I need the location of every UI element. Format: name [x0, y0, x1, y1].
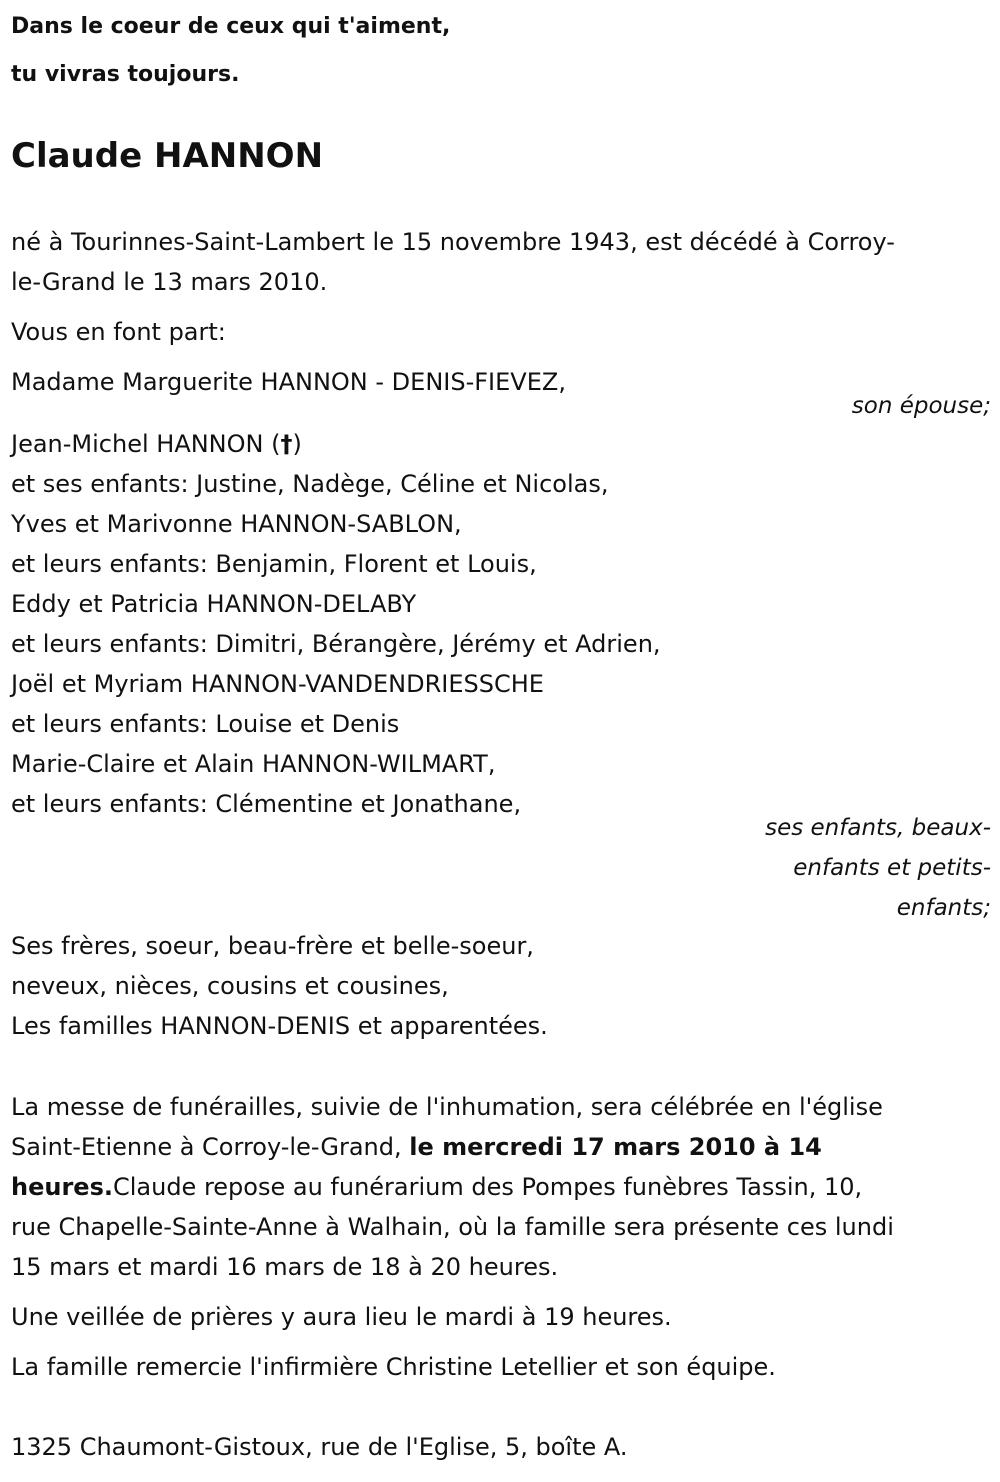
funeral-line-1: La messe de funérailles, suivie de l'inhumation, sera célébrée en l'église [11, 1093, 883, 1121]
family-line: Ses frères, soeur, beau-frère et belle-soeur, [11, 932, 534, 960]
funeral-date-bold: le mercredi 17 mars 2010 à 14 [409, 1133, 822, 1161]
vigil-text: Une veillée de prières y aura lieu le mardi à 19 heures. [11, 1303, 672, 1331]
address-text: 1325 Chaumont-Gistoux, rue de l'Eglise, 5, boîte A. [11, 1433, 628, 1461]
children-line: et leurs enfants: Dimitri, Bérangère, Jérémy et Adrien, [11, 630, 661, 658]
children-line: Yves et Marivonne HANNON-SABLON, [11, 510, 462, 538]
spouse-role: son épouse; [851, 393, 991, 419]
children-line: et leurs enfants: Clémentine et Jonathane, [11, 790, 522, 818]
birth-death-line-1: né à Tourinnes-Saint-Lambert le 15 novembre 1943, est décédé à Corroy- [11, 228, 895, 256]
children-line: et leurs enfants: Benjamin, Florent et Louis, [11, 550, 537, 578]
epigraph-line-2: tu vivras toujours. [11, 62, 240, 87]
cross-icon: † [280, 430, 293, 458]
funeral-line-2 [11, 1132, 822, 1162]
funeral-line-5: 15 mars et mardi 16 mars de 18 à 20 heures. [11, 1253, 559, 1281]
funeral-line-4: rue Chapelle-Sainte-Anne à Walhain, où la famille sera présente ces lundi [11, 1213, 894, 1241]
child-jean-michel [11, 429, 302, 459]
spouse-name: Madame Marguerite HANNON - DENIS-FIEVEZ, [11, 368, 566, 396]
family-line: Les familles HANNON-DENIS et apparentées. [11, 1012, 548, 1040]
children-line: et leurs enfants: Louise et Denis [11, 710, 400, 738]
children-role-line: enfants et petits- [793, 855, 991, 881]
deceased-name: Claude HANNON [11, 136, 324, 176]
funeral-time-bold: heures. [11, 1173, 113, 1201]
children-line: Joël et Myriam HANNON-VANDENDRIESSCHE [11, 670, 544, 698]
funeral-line-2-start: Saint-Etienne à Corroy-le-Grand, [11, 1133, 410, 1161]
children-line: Marie-Claire et Alain HANNON-WILMART, [11, 750, 496, 778]
thanks-text: La famille remercie l'infirmière Christine Letellier et son équipe. [11, 1353, 776, 1381]
children-role-line: enfants; [896, 895, 991, 921]
children-role-line: ses enfants, beaux- [765, 815, 991, 841]
child-jean-michel-name: Jean-Michel HANNON ( [11, 430, 281, 458]
birth-death-line-2: le-Grand le 13 mars 2010. [11, 268, 328, 296]
children-line: Eddy et Patricia HANNON-DELABY [11, 590, 417, 618]
family-line: neveux, nièces, cousins et cousines, [11, 972, 449, 1000]
epigraph-line-1: Dans le coeur de ceux qui t'aiment, [11, 14, 451, 39]
funeral-line-3-rest: Claude repose au funérarium des Pompes funèbres Tassin, 10, [112, 1173, 863, 1201]
funeral-line-3 [11, 1172, 862, 1202]
children-line: et ses enfants: Justine, Nadège, Céline et Nicolas, [11, 470, 609, 498]
announce-text: Vous en font part: [11, 318, 226, 346]
child-jean-michel-close: ) [292, 430, 302, 458]
